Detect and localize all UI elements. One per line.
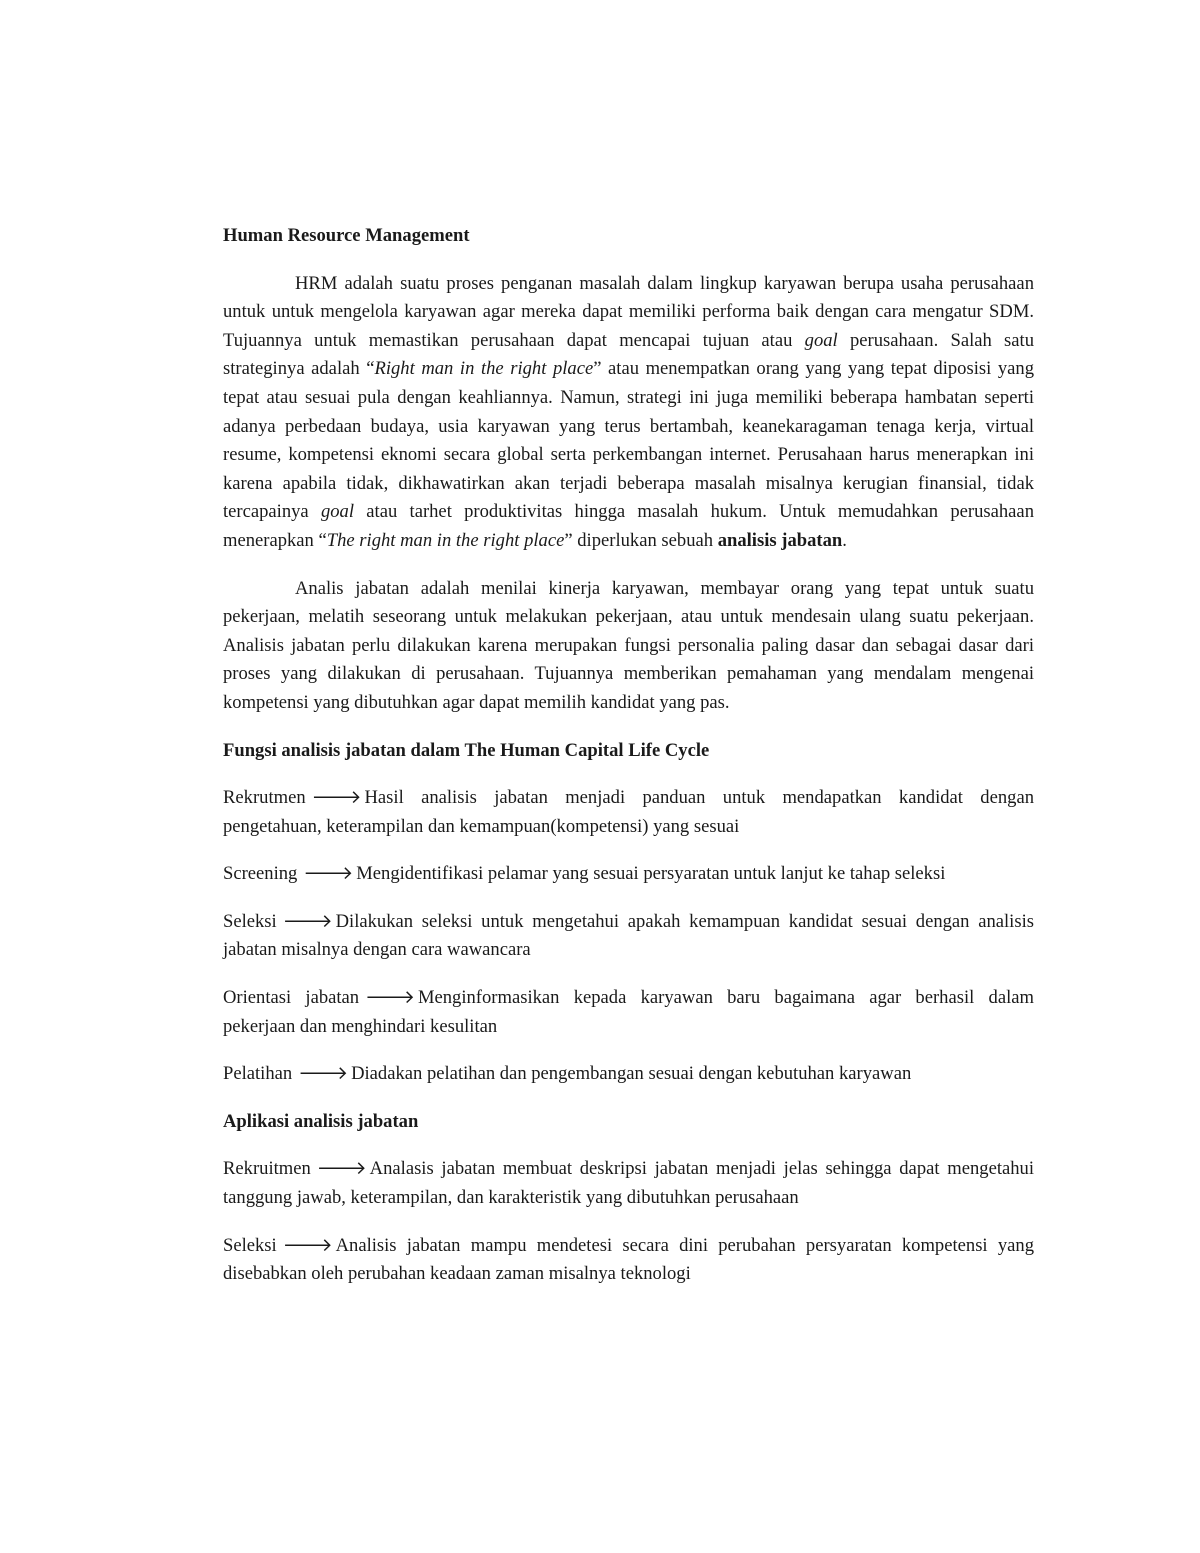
italic-goal: goal (804, 329, 838, 351)
section-heading-aplikasi: Aplikasi analisis jabatan (223, 1110, 419, 1132)
item-term: Seleksi (223, 1234, 277, 1256)
list-item (223, 908, 1034, 965)
text-run: atau tarhet produktivitas hingga masalah hukum. Untuk memudahkan perusahaan menerapkan “ (223, 501, 1034, 551)
document-page (223, 222, 1034, 1308)
item-term: Rekruitmen (223, 1158, 311, 1180)
aplikasi-list (223, 1155, 1034, 1288)
item-term: Rekrutmen (223, 787, 306, 809)
list-item (223, 1232, 1034, 1289)
list-item (223, 1060, 1034, 1089)
list-item (223, 984, 1034, 1041)
text-run: HRM adalah suatu proses penganan masalah dalam lingkup karyawan berupa usaha perusahaan untuk untuk mengelola karyawan agar mereka dapat memiliki performa baik dengan cara mengatur SDM. Tujuannya untuk memastikan perusahaan dapat mencapai tujuan atau (223, 272, 1034, 351)
item-text: Hasil analisis jabatan menjadi panduan untuk mendapatkan kandidat dengan pengetahuan, keterampilan dan kemampuan(kompetensi) yang sesuai (223, 787, 1034, 837)
item-text: Dilakukan seleksi untuk mengetahui apakah kemampuan kandidat sesuai dengan analisis jabatan misalnya dengan cara wawancara (223, 910, 1034, 961)
list-item (223, 860, 1034, 889)
list-item (223, 1155, 1034, 1212)
arrow-right-icon: 🡒 (311, 787, 362, 809)
item-text: Analisis jabatan mampu mendetesi secara dini perubahan persyaratan kompetensi yang disebabkan oleh perubahan keadaan zaman misalnya teknologi (223, 1234, 1034, 1285)
document-title: Human Resource Management (223, 225, 470, 246)
italic-quote: The right man in the right place (326, 529, 565, 551)
item-term: Screening (223, 863, 298, 885)
text-run: ” atau menempatkan orang yang yang tepat diposisi yang tepat atau sesuai pula dengan keahliannya. Namun, strategi ini juga memiliki beberapa hambatan seperti adanya perbedaan budaya, usia karyawan yang terus bertambah, keanekaragaman tenaga kerja, virtual resume, kompetensi eknomi secara global serta perkembangan internet. Perusahaan harus menerapkan ini karena apabila tidak, dikhawatirkan akan terjadi beberapa masalah misalnya kerugian finansial, tidak tercapainya (223, 358, 1034, 523)
section-heading-fungsi: Fungsi analisis jabatan dalam The Human Capital Life Cycle (223, 739, 710, 761)
arrow-right-icon: 🡒 (298, 1063, 349, 1085)
arrow-right-icon: 🡒 (316, 1158, 367, 1180)
item-text: Diadakan pelatihan dan pengembangan sesuai dengan kebutuhan karyawan (351, 1063, 912, 1085)
arrow-right-icon: 🡒 (365, 987, 415, 1009)
arrow-right-icon: 🡒 (303, 863, 354, 885)
item-term: Seleksi (223, 910, 277, 932)
italic-goal: goal (320, 501, 355, 523)
item-text: Menginformasikan kepada karyawan baru bagaimana agar berhasil dalam pekerjaan dan menghindari kesulitan (223, 987, 1034, 1037)
fungsi-list (223, 784, 1034, 1089)
item-text: Analasis jabatan membuat deskripsi jabatan menjadi jelas sehingga dapat mengetahui tanggung jawab, keterampilan, dan karakteristik yang dibutuhkan perusahaan (223, 1158, 1034, 1209)
item-text: Mengidentifikasi pelamar yang sesuai persyaratan untuk lanjut ke tahap seleksi (356, 863, 946, 885)
italic-quote: Right man in the right place (374, 358, 594, 380)
text-run: . (842, 529, 847, 551)
arrow-right-icon: 🡒 (282, 1234, 333, 1256)
paragraph-hrm (223, 270, 1034, 556)
bold-term: analisis jabatan (717, 529, 843, 551)
text-run: ” diperlukan sebuah (564, 529, 718, 551)
item-term: Pelatihan (223, 1063, 293, 1085)
item-term: Orientasi jabatan (223, 987, 360, 1009)
text-run: perusahaan. Salah satu strateginya adalah “ (223, 329, 1034, 380)
list-item (223, 784, 1034, 841)
arrow-right-icon: 🡒 (282, 910, 333, 932)
paragraph-analisis: Analis jabatan adalah menilai kinerja karyawan, membayar orang yang tepat untuk suatu pekerjaan, melatih seseorang untuk melakukan pekerjaan, atau untuk mendesain ulang suatu pekerjaan. Analisis jabatan perlu dilakukan karena merupakan fungsi personalia paling dasar dan sebagai dasar dari proses yang dilakukan di perusahaan. Tujuannya memberikan pemahaman yang mendalam mengenai kompetensi yang dibutuhkan agar dapat memilih kandidat yang pas. (223, 577, 1034, 713)
